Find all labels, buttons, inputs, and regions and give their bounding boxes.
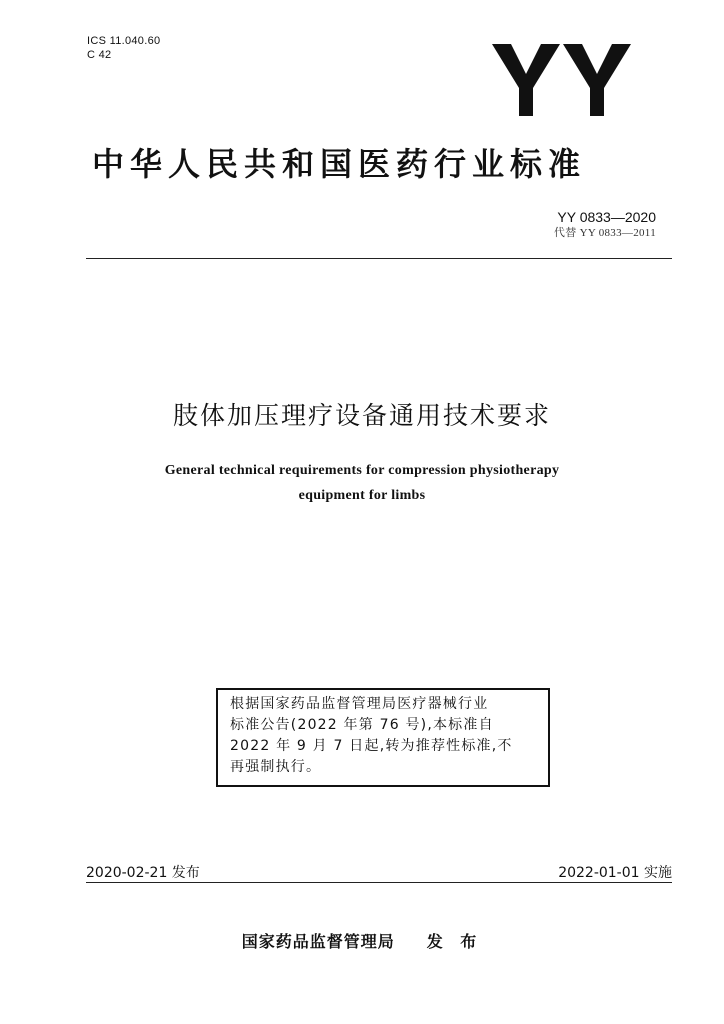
- ccs-code: C 42: [87, 49, 112, 61]
- issuer-name: 国家药品监督管理局: [241, 932, 395, 951]
- notice-line: 2022 年 9 月 7 日起,转为推荐性标准,不: [230, 738, 513, 754]
- standard-number-block: [554, 209, 656, 241]
- implementation-date: 2022-01-01 实施: [558, 865, 672, 881]
- issuing-authority: [0, 929, 724, 952]
- standard-category-title: 中华人民共和国医药行业标准: [92, 145, 587, 183]
- standard-number: YY 0833—2020: [557, 209, 656, 225]
- classification-codes: [87, 34, 160, 62]
- yy-logo: [492, 44, 632, 116]
- logo-letter-y1: [492, 44, 560, 116]
- logo-letter-y2: [563, 44, 631, 116]
- ics-code: ICS 11.040.60: [87, 35, 161, 47]
- notice-line: 再强制执行。: [230, 759, 322, 775]
- status-notice-box: [216, 688, 550, 787]
- notice-line: 标准公告(2022 年第 76 号),本标准自: [230, 717, 494, 733]
- notice-line: 根据国家药品监督管理局医疗器械行业: [230, 696, 489, 712]
- bottom-divider: [86, 882, 672, 883]
- top-divider: [86, 258, 672, 259]
- issue-action: 发 布: [426, 932, 483, 951]
- document-title-en: [130, 458, 594, 508]
- document-title-zh: 肢体加压理疗设备通用技术要求: [172, 401, 551, 430]
- publish-date: 2020-02-21 发布: [86, 865, 200, 881]
- title-en-line-1: General technical requirements for compression physiotherapy: [164, 463, 560, 478]
- title-en-line-2: equipment for limbs: [298, 488, 426, 503]
- replaces-standard: 代替 YY 0833—2011: [553, 227, 656, 239]
